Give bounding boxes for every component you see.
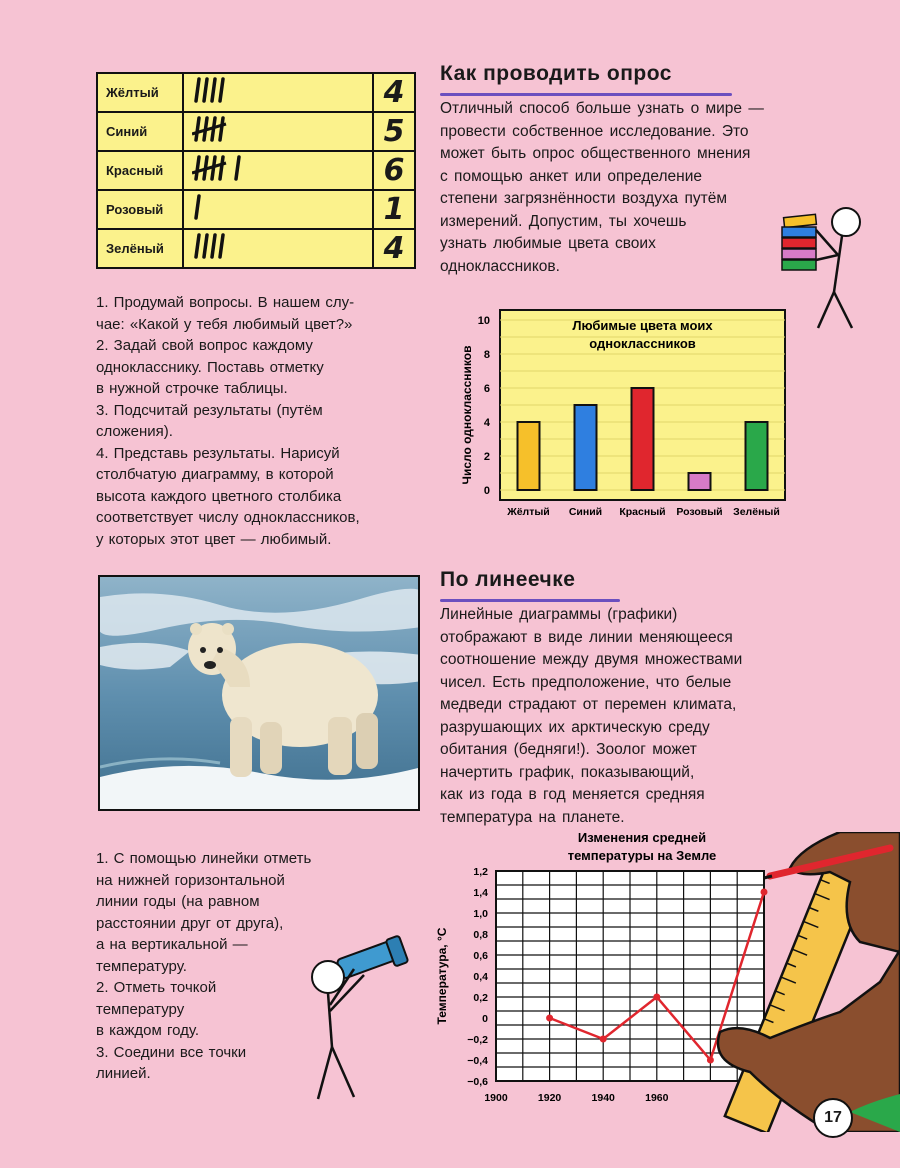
text-line: с помощью анкет или определение (440, 167, 702, 185)
line-chart-y-tick: 1,4 (473, 887, 488, 899)
bar-5 (746, 422, 768, 490)
bar-chart-category-label: Розовый (676, 506, 723, 518)
text-line: 2. Задай свой вопрос каждому (96, 337, 313, 354)
line-chart-y-tick: −0,2 (467, 1034, 488, 1046)
tally-stroke (212, 79, 215, 101)
text-line: линией. (96, 1065, 151, 1082)
tally-stroke (196, 118, 199, 140)
line-chart-x-tick: 1900 (484, 1092, 508, 1104)
bar-1 (518, 422, 540, 490)
text-line: расстоянии друг от друга), (96, 914, 284, 932)
survey-heading: Как проводить опрос (440, 62, 672, 85)
line-chart-y-tick: 1,0 (473, 908, 488, 920)
text-line: узнать любимые цвета своих (440, 235, 656, 252)
bar-chart-category-label: Синий (568, 506, 603, 518)
text-line: провести собственное исследование. Это (440, 122, 749, 140)
tally-count: 4 (373, 73, 415, 112)
text-line: чисел. Есть предположение, что белые (440, 673, 732, 691)
tally-count: 1 (373, 190, 415, 229)
text-line: температуру (96, 1000, 185, 1018)
tally-row (97, 73, 415, 112)
text-line: медведи страдают от перемен климата, (440, 696, 737, 713)
text-line: температура на планете. (440, 808, 625, 826)
text-line: 3. Соедини все точки (96, 1043, 247, 1061)
text-line: как из года в год меняется средняя (440, 786, 705, 803)
tally-stroke (236, 157, 239, 179)
tally-table (96, 72, 416, 269)
tally-stroke (220, 118, 223, 140)
bar-chart-y-tick: 8 (483, 349, 490, 361)
line-chart-title-line: Изменения средней (577, 830, 707, 845)
tally-stroke (220, 235, 223, 257)
tally-row (97, 190, 415, 229)
text-line: на нижней горизонтальной (96, 871, 285, 889)
text-line: сложения). (96, 423, 173, 440)
bar-chart-y-tick: 10 (477, 315, 490, 327)
line-chart-y-tick: 0,4 (473, 971, 488, 983)
text-line: может быть опрос общественного мнения (440, 145, 751, 162)
survey-steps (96, 292, 436, 550)
tally-marks (183, 190, 373, 229)
tally-color-name: Синий (97, 112, 183, 151)
bar-chart-y-tick: 4 (483, 417, 490, 429)
stick-figure-telescope-illustration (292, 935, 412, 1105)
bar-chart-y-tick: 0 (483, 485, 490, 497)
text-line: 1. Продумай вопросы. В нашем слу- (96, 294, 355, 311)
bar-2 (575, 405, 597, 490)
tally-stroke (196, 157, 199, 179)
bar-chart-title-line: одноклассников (589, 336, 696, 351)
line-section-heading: По линеечке (440, 568, 576, 591)
survey-heading-underline (440, 93, 732, 96)
line-chart-title-line: температуры на Земле (567, 848, 717, 863)
text-line: соответствует числу одноклассников, (96, 509, 360, 526)
tally-color-name: Жёлтый (97, 73, 183, 112)
line-chart-point (600, 1036, 607, 1043)
text-line: однокласснику. Поставь отметку (96, 358, 324, 376)
text-line: 3. Подсчитай результаты (путём (96, 401, 323, 419)
tally-marks-drawing (192, 75, 312, 105)
text-line: температуру. (96, 957, 187, 975)
bar-chart-y-label: Число одноклассников (460, 345, 474, 485)
line-chart-x-tick: 1940 (591, 1092, 615, 1104)
text-line: отображают в виде линии меняющееся (440, 628, 733, 646)
tally-color-name: Розовый (97, 190, 183, 229)
tally-marks (183, 151, 373, 190)
tally-stroke (196, 235, 199, 257)
text-line: высота каждого цветного столбика (96, 487, 342, 505)
text-line: у которых этот цвет — любимый. (96, 530, 332, 548)
text-line: в каждом году. (96, 1022, 200, 1039)
bar-chart-title-line: Любимые цвета моих (572, 318, 713, 333)
tally-row (97, 151, 415, 190)
tally-row (97, 229, 415, 268)
text-line: Отличный способ больше узнать о мире — (440, 100, 764, 117)
text-line: чае: «Какой у тебя любимый цвет?» (96, 315, 353, 333)
tally-marks (183, 229, 373, 268)
text-line: 2. Отметь точкой (96, 979, 217, 996)
tally-stroke (204, 235, 207, 257)
text-line: разрушающих их арктическую среду (440, 718, 710, 736)
text-line: 1. С помощью линейки отметь (96, 850, 312, 867)
text-line: соотношение между двумя множествами (440, 651, 743, 668)
tally-stroke (204, 79, 207, 101)
text-line: обитания (бедняги!). Зоолог может (440, 741, 697, 758)
line-chart-y-tick: 0,6 (473, 950, 488, 962)
line-chart-y-tick: 0,2 (473, 992, 488, 1004)
tally-marks-drawing (192, 231, 312, 261)
polar-bear-photo (98, 575, 420, 811)
ruler-hands-illustration (690, 832, 900, 1132)
bar-chart (455, 300, 800, 530)
tally-stroke (212, 235, 215, 257)
bar-4 (689, 473, 711, 490)
bar-chart-category-label: Жёлтый (507, 506, 550, 518)
line-section-paragraph (440, 604, 840, 829)
tally-marks-drawing (192, 114, 312, 144)
tally-marks (183, 73, 373, 112)
tally-stroke (220, 157, 223, 179)
line-chart-x-tick: 1920 (537, 1092, 562, 1104)
page-number: 17 (813, 1098, 853, 1138)
text-line: линии годы (на равном (96, 893, 260, 910)
line-chart-y-tick: −0,4 (467, 1055, 488, 1067)
tally-count: 4 (373, 229, 415, 268)
text-line: столбчатую диаграмму, в которой (96, 466, 334, 483)
bar-chart-category-label: Красный (619, 506, 666, 518)
tally-marks-drawing (192, 153, 312, 183)
tally-color-name: Зелёный (97, 229, 183, 268)
line-chart-y-label: Температура, °С (435, 927, 449, 1025)
bar-chart-category-label: Зелёный (733, 506, 780, 518)
text-line: в нужной строчке таблицы. (96, 380, 288, 397)
line-chart-y-tick: 0 (482, 1013, 488, 1025)
tally-stroke (220, 79, 223, 101)
text-line: Линейные диаграммы (графики) (440, 606, 678, 623)
text-line: измерений. Допустим, ты хочешь (440, 212, 687, 230)
text-line: одноклассников. (440, 257, 560, 275)
line-chart-x-tick: 1960 (645, 1092, 669, 1104)
line-chart-y-tick: 0,8 (473, 929, 488, 941)
tally-color-name: Красный (97, 151, 183, 190)
bar-chart-y-tick: 2 (483, 451, 490, 463)
text-line: степени загрязнённости воздуха путём (440, 190, 727, 207)
tally-marks (183, 112, 373, 151)
line-chart-point (546, 1015, 553, 1022)
line-chart-y-tick: 1,2 (473, 866, 488, 878)
tally-stroke (196, 196, 199, 218)
bar-chart-y-tick: 6 (483, 383, 490, 395)
text-line: начертить график, показывающий, (440, 763, 695, 781)
tally-stroke (196, 79, 199, 101)
bar-3 (632, 388, 654, 490)
line-chart-point (653, 994, 660, 1001)
text-line: 4. Представь результаты. Нарисуй (96, 444, 340, 462)
line-chart-y-tick: −0,6 (467, 1076, 488, 1088)
tally-marks-drawing (192, 192, 312, 222)
tally-row (97, 112, 415, 151)
line-section-heading-underline (440, 599, 620, 602)
tally-count: 6 (373, 151, 415, 190)
tally-count: 5 (373, 112, 415, 151)
text-line: а на вертикальной — (96, 936, 248, 953)
